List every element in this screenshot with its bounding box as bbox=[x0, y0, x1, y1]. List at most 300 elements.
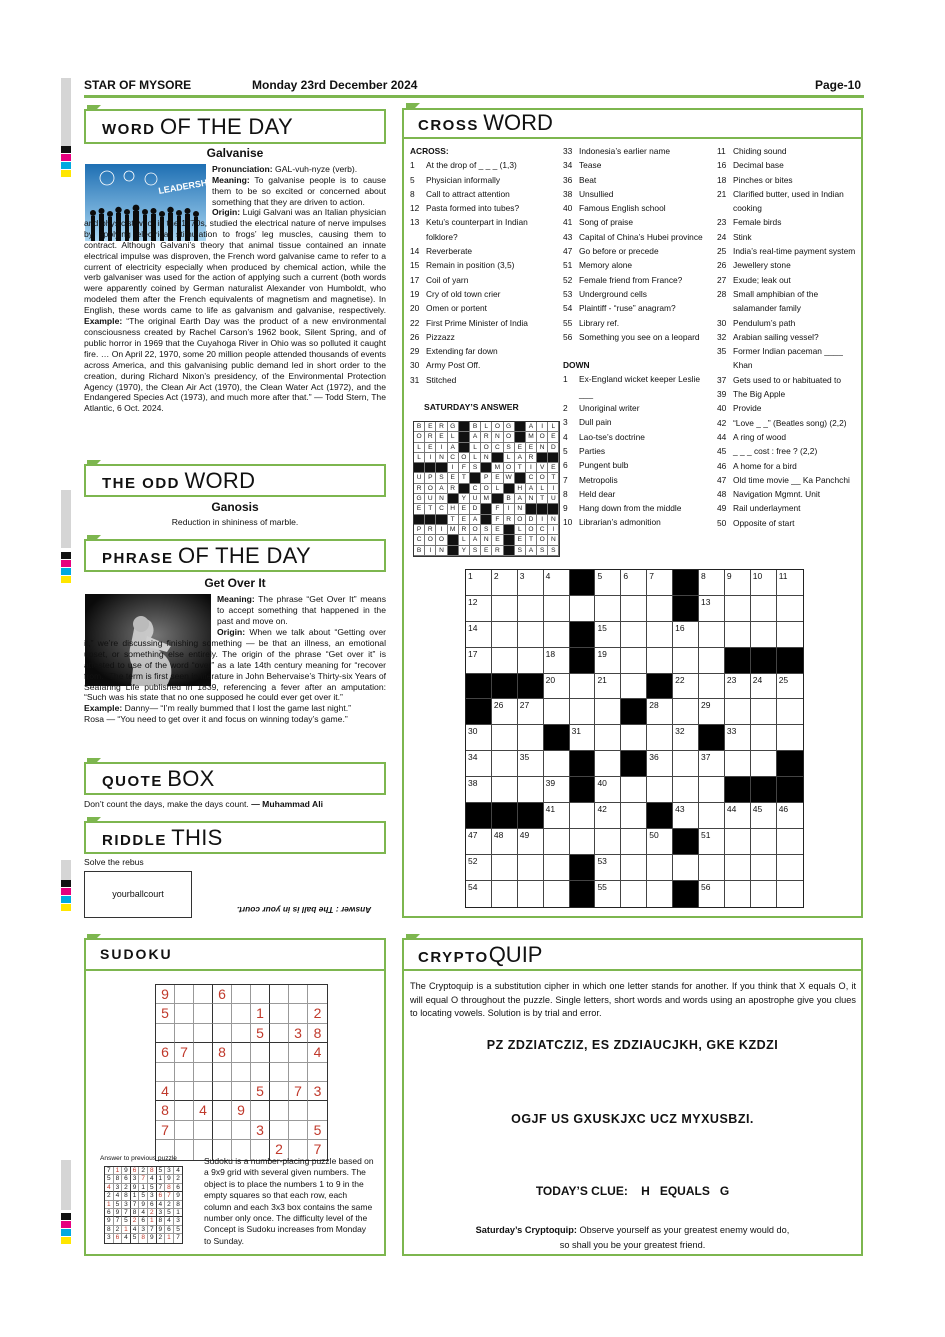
crossword-cell[interactable] bbox=[492, 829, 518, 855]
sudoku-cell[interactable] bbox=[194, 1082, 213, 1101]
crossword-cell[interactable] bbox=[699, 699, 725, 725]
cell-number: 32 bbox=[675, 726, 685, 737]
sudoku-cell[interactable] bbox=[289, 1101, 308, 1120]
sudoku-row bbox=[105, 1226, 182, 1234]
clue-number: 21 bbox=[717, 188, 727, 199]
crossword-cell[interactable] bbox=[725, 803, 751, 829]
sudoku-cell[interactable] bbox=[194, 1043, 213, 1062]
crossword-cell[interactable] bbox=[570, 725, 596, 751]
crossword-cell[interactable] bbox=[595, 699, 621, 725]
cell-number: 8 bbox=[701, 571, 706, 581]
clue-text: Rail underlayment bbox=[733, 503, 801, 514]
clue-number: 37 bbox=[717, 374, 727, 385]
crossword-cell[interactable] bbox=[595, 648, 621, 674]
color-swatch bbox=[61, 888, 71, 895]
crossword-cell[interactable] bbox=[466, 855, 492, 881]
crossword-cell[interactable] bbox=[466, 829, 492, 855]
crossword-cell[interactable] bbox=[647, 596, 673, 622]
answer-cell: S bbox=[470, 463, 481, 473]
crossword-cell[interactable] bbox=[570, 674, 596, 700]
sudoku-cell[interactable] bbox=[213, 1004, 232, 1023]
clue bbox=[410, 373, 560, 387]
crossword-cell[interactable] bbox=[725, 881, 751, 907]
crossword-cell[interactable] bbox=[595, 777, 621, 803]
spacer bbox=[563, 344, 713, 358]
crossword-cell[interactable] bbox=[621, 803, 647, 829]
clue-text: Metropolis bbox=[579, 474, 618, 485]
title-small: QUOTE bbox=[102, 773, 163, 790]
title-big: THIS bbox=[171, 825, 223, 850]
crossword-cell[interactable] bbox=[544, 596, 570, 622]
crossword-cell[interactable] bbox=[673, 674, 699, 700]
sudoku-cell[interactable] bbox=[308, 1063, 327, 1082]
answer-cell: M bbox=[526, 432, 537, 442]
sudoku-cell[interactable] bbox=[175, 985, 194, 1004]
crossword-cell[interactable] bbox=[518, 829, 544, 855]
clue-number: 50 bbox=[717, 517, 727, 528]
sudoku-cell[interactable] bbox=[194, 1121, 213, 1140]
crossword-cell[interactable] bbox=[725, 725, 751, 751]
crossword-cell[interactable] bbox=[544, 803, 570, 829]
sudoku-cell[interactable] bbox=[194, 1004, 213, 1023]
rebus-box: yourballcourt bbox=[84, 871, 192, 918]
clue-heading: ACROSS: bbox=[410, 146, 449, 156]
clue bbox=[410, 201, 560, 215]
sudoku-cell: 9 bbox=[156, 985, 175, 1004]
cell-number: 15 bbox=[597, 622, 607, 633]
crossword-cell[interactable] bbox=[673, 855, 699, 881]
sudoku-cell[interactable] bbox=[194, 985, 213, 1004]
sudoku-cell: 2 bbox=[157, 1234, 166, 1242]
title-small: WORD bbox=[102, 121, 156, 138]
crossword-cell[interactable] bbox=[751, 570, 777, 596]
clue-text: Army Post Off. bbox=[426, 360, 481, 371]
crossword-cell[interactable] bbox=[595, 751, 621, 777]
crossword-cell[interactable] bbox=[673, 777, 699, 803]
clue-number: 39 bbox=[717, 389, 727, 400]
crossword-cell[interactable] bbox=[777, 855, 803, 881]
crossword-cell[interactable] bbox=[751, 622, 777, 648]
crossword-cell[interactable] bbox=[544, 855, 570, 881]
crossword-cell[interactable] bbox=[699, 648, 725, 674]
crossword-cell[interactable] bbox=[570, 699, 596, 725]
crossword-cell[interactable] bbox=[699, 803, 725, 829]
crossword-row bbox=[466, 596, 803, 622]
crossword-cell[interactable] bbox=[647, 751, 673, 777]
crossword-cell[interactable] bbox=[647, 829, 673, 855]
pronunciation: GAL-vuh-nyze (verb). bbox=[272, 164, 358, 174]
crossword-cell[interactable] bbox=[725, 674, 751, 700]
crossword-cell[interactable] bbox=[647, 725, 673, 751]
crossword-cell[interactable] bbox=[544, 777, 570, 803]
crossword-cell[interactable] bbox=[595, 855, 621, 881]
sudoku-cell[interactable] bbox=[232, 1063, 251, 1082]
answer-cell: T bbox=[548, 473, 559, 483]
crossword-cell[interactable] bbox=[621, 829, 647, 855]
crossword-cell[interactable] bbox=[751, 881, 777, 907]
crossword-cell[interactable] bbox=[518, 596, 544, 622]
crossword-cell[interactable] bbox=[777, 725, 803, 751]
cell-number: 26 bbox=[493, 700, 504, 711]
crossword-cell bbox=[570, 751, 596, 777]
crossword-cell[interactable] bbox=[647, 881, 673, 907]
clue bbox=[717, 330, 859, 344]
crossword-cell[interactable] bbox=[466, 751, 492, 777]
sudoku-cell[interactable] bbox=[175, 1082, 194, 1101]
color-swatch bbox=[61, 1221, 71, 1228]
crossword-cell[interactable] bbox=[751, 596, 777, 622]
crossword-cell[interactable] bbox=[466, 777, 492, 803]
crossword-cell[interactable] bbox=[466, 570, 492, 596]
crossword-cell[interactable] bbox=[621, 725, 647, 751]
crossword-cell[interactable] bbox=[777, 570, 803, 596]
sudoku-cell[interactable] bbox=[251, 1063, 270, 1082]
crossword-cell[interactable] bbox=[673, 803, 699, 829]
clue-number: 52 bbox=[563, 274, 573, 285]
crossword-cell[interactable] bbox=[518, 777, 544, 803]
sudoku-cell: 5 bbox=[156, 1004, 175, 1023]
crossword-cell[interactable] bbox=[751, 674, 777, 700]
crossword-cell[interactable] bbox=[544, 829, 570, 855]
crossword-cell[interactable] bbox=[725, 622, 751, 648]
crossword-cell[interactable] bbox=[725, 570, 751, 596]
crossword-cell[interactable] bbox=[673, 622, 699, 648]
crossword-cell[interactable] bbox=[777, 803, 803, 829]
crossword-cell[interactable] bbox=[751, 725, 777, 751]
crossword-cell[interactable] bbox=[777, 622, 803, 648]
answer-cell bbox=[459, 484, 470, 494]
sudoku-cell[interactable] bbox=[251, 1101, 270, 1120]
clue bbox=[563, 473, 713, 487]
answer-cell: N bbox=[481, 535, 492, 545]
crossword-cell[interactable] bbox=[570, 803, 596, 829]
crossword-cell[interactable] bbox=[466, 596, 492, 622]
clue-number: 32 bbox=[717, 331, 727, 342]
clue-number: 13 bbox=[410, 217, 420, 228]
sudoku-cell[interactable] bbox=[308, 1101, 327, 1120]
sudoku-cell[interactable] bbox=[289, 1043, 308, 1062]
sudoku-cell[interactable] bbox=[194, 1024, 213, 1043]
crossword-cell[interactable] bbox=[518, 751, 544, 777]
crossword-cell[interactable] bbox=[492, 881, 518, 907]
sudoku-cell[interactable] bbox=[175, 1101, 194, 1120]
sudoku-cell[interactable] bbox=[213, 1082, 232, 1101]
clue bbox=[563, 244, 713, 258]
label: Saturday’s Cryptoquip: bbox=[475, 1225, 577, 1235]
crossword-cell[interactable] bbox=[621, 622, 647, 648]
answer-cell: O bbox=[515, 515, 526, 525]
sudoku-cell[interactable] bbox=[232, 985, 251, 1004]
answer-cell: L bbox=[470, 443, 481, 453]
clue-number: 45 bbox=[717, 446, 727, 457]
answer-cell: T bbox=[448, 515, 459, 525]
clue-text: Pinches or bites bbox=[733, 174, 793, 185]
crossword-cell[interactable] bbox=[544, 570, 570, 596]
sudoku-cell[interactable] bbox=[270, 985, 289, 1004]
crossword-row bbox=[466, 622, 803, 648]
crossword-cell[interactable] bbox=[699, 622, 725, 648]
crossword-cell[interactable] bbox=[673, 725, 699, 751]
crossword-cell[interactable] bbox=[777, 596, 803, 622]
crossword-cell[interactable] bbox=[492, 622, 518, 648]
crossword-cell[interactable] bbox=[751, 803, 777, 829]
clue-number: 12 bbox=[410, 203, 420, 214]
sudoku-cell[interactable] bbox=[308, 985, 327, 1004]
clue bbox=[410, 330, 560, 344]
sudoku-cell: 1 bbox=[131, 1192, 140, 1200]
clue-number: 6 bbox=[563, 460, 568, 471]
crossword-cell[interactable] bbox=[725, 829, 751, 855]
crossword-cell[interactable] bbox=[570, 596, 596, 622]
crossword-cell[interactable] bbox=[673, 648, 699, 674]
crossword-cell[interactable] bbox=[751, 855, 777, 881]
answer-cell: W bbox=[504, 473, 515, 483]
clue-number: 3 bbox=[563, 417, 568, 428]
sudoku-cell[interactable] bbox=[289, 1063, 308, 1082]
sudoku-cell[interactable] bbox=[289, 1004, 308, 1023]
crossword-cell[interactable] bbox=[699, 674, 725, 700]
crossword-cell[interactable] bbox=[570, 829, 596, 855]
crossword-cell[interactable] bbox=[647, 622, 673, 648]
clue-text: A home for a bird bbox=[733, 460, 797, 471]
sudoku-cell: 2 bbox=[308, 1004, 327, 1023]
crossword-cell[interactable] bbox=[595, 829, 621, 855]
sudoku-cell[interactable] bbox=[232, 1121, 251, 1140]
crossword-grid[interactable] bbox=[465, 569, 804, 908]
sudoku-cell[interactable] bbox=[251, 985, 270, 1004]
answer-cell: R bbox=[448, 484, 459, 494]
sudoku-cell: 9 bbox=[122, 1167, 131, 1175]
sudoku-cell: 7 bbox=[105, 1167, 114, 1175]
answer-cell: E bbox=[548, 432, 559, 442]
crossword-cell[interactable] bbox=[699, 881, 725, 907]
title-big: BOX bbox=[167, 766, 215, 791]
sudoku-row bbox=[156, 1043, 327, 1062]
crossword-cell bbox=[492, 674, 518, 700]
sudoku-cell[interactable] bbox=[232, 1024, 251, 1043]
sudoku-cell[interactable] bbox=[175, 1004, 194, 1023]
sudoku-cell[interactable] bbox=[213, 1101, 232, 1120]
sudoku-cell[interactable] bbox=[270, 1024, 289, 1043]
clue-text: Cry of old town crier bbox=[426, 288, 501, 299]
clue-text: Small amphibian of the salamander family bbox=[733, 288, 819, 314]
sudoku-cell[interactable] bbox=[232, 1043, 251, 1062]
crossword-cell[interactable] bbox=[466, 725, 492, 751]
crossword-cell[interactable] bbox=[647, 855, 673, 881]
sudoku-cell[interactable] bbox=[270, 1063, 289, 1082]
crossword-cell[interactable] bbox=[725, 596, 751, 622]
sudoku-cell[interactable] bbox=[175, 1063, 194, 1082]
crossword-cell[interactable] bbox=[544, 674, 570, 700]
clue-text: Old time movie __ Ka Panchchi bbox=[733, 474, 850, 485]
crossword-cell bbox=[570, 855, 596, 881]
sudoku-cell[interactable] bbox=[194, 1063, 213, 1082]
word-headline: Galvanise bbox=[206, 146, 264, 160]
crossword-cell[interactable] bbox=[544, 751, 570, 777]
answer-cell: O bbox=[414, 432, 425, 442]
crossword-cell[interactable] bbox=[492, 725, 518, 751]
sudoku-cell[interactable] bbox=[175, 1024, 194, 1043]
crossword-cell[interactable] bbox=[751, 699, 777, 725]
crossword-cell[interactable] bbox=[518, 622, 544, 648]
sudoku-cell[interactable] bbox=[289, 985, 308, 1004]
clue-text: Call to attract attention bbox=[426, 188, 510, 199]
clue-text: Female friend from France? bbox=[579, 274, 683, 285]
sudoku-cell[interactable] bbox=[270, 1043, 289, 1062]
sudoku-cell: 1 bbox=[157, 1175, 166, 1183]
sudoku-row bbox=[105, 1167, 182, 1175]
example-reply: Rosa — “You need to get over it and focus on winning today’s game.” bbox=[84, 714, 348, 725]
crossword-cell[interactable] bbox=[492, 596, 518, 622]
cell-number: 54 bbox=[468, 881, 478, 892]
sudoku-cell[interactable] bbox=[213, 1121, 232, 1140]
answer-cell: F bbox=[492, 515, 503, 525]
answer-cell: A bbox=[470, 432, 481, 442]
sudoku-cell: 9 bbox=[165, 1175, 174, 1183]
crossword-cell[interactable] bbox=[544, 622, 570, 648]
crossword-cell[interactable] bbox=[621, 855, 647, 881]
crossword-cell[interactable] bbox=[751, 829, 777, 855]
sudoku-cell: 5 bbox=[105, 1175, 114, 1183]
crossword-cell[interactable] bbox=[621, 570, 647, 596]
sudoku-cell[interactable] bbox=[251, 1043, 270, 1062]
clue bbox=[410, 344, 560, 358]
sudoku-grid[interactable] bbox=[155, 984, 328, 1161]
crossword-cell[interactable] bbox=[492, 648, 518, 674]
crossword-cell[interactable] bbox=[595, 803, 621, 829]
crossword-cell[interactable] bbox=[699, 777, 725, 803]
crossword-cell[interactable] bbox=[595, 596, 621, 622]
answer-cell: C bbox=[448, 453, 459, 463]
crossword-cell[interactable] bbox=[595, 570, 621, 596]
clue-text: Navigation Mgmnt. Unit bbox=[733, 489, 821, 500]
clue-number: 51 bbox=[563, 260, 573, 271]
cell-number: 43 bbox=[675, 804, 685, 815]
crossword-cell[interactable] bbox=[699, 829, 725, 855]
crossword-cell[interactable] bbox=[518, 570, 544, 596]
crossword-cell[interactable] bbox=[777, 881, 803, 907]
crossword-cell[interactable] bbox=[699, 596, 725, 622]
answer-cell: N bbox=[515, 504, 526, 514]
crossword-cell[interactable] bbox=[492, 699, 518, 725]
sudoku-cell[interactable] bbox=[289, 1121, 308, 1140]
sudoku-cell[interactable] bbox=[232, 1082, 251, 1101]
crossword-cell[interactable] bbox=[595, 725, 621, 751]
crossword-cell[interactable] bbox=[621, 648, 647, 674]
crossword-cell[interactable] bbox=[492, 751, 518, 777]
sudoku-cell[interactable] bbox=[175, 1121, 194, 1140]
sudoku-cell[interactable] bbox=[270, 1082, 289, 1101]
sudoku-cell: 6 bbox=[131, 1167, 140, 1175]
crossword-cell[interactable] bbox=[725, 751, 751, 777]
crossword-cell[interactable] bbox=[492, 570, 518, 596]
crossword-cell[interactable] bbox=[699, 570, 725, 596]
clue-text: Provide bbox=[733, 403, 762, 414]
cell-number: 10 bbox=[752, 571, 763, 581]
sudoku-cell[interactable] bbox=[270, 1004, 289, 1023]
cell-number: 16 bbox=[675, 622, 685, 633]
crossword-cell[interactable] bbox=[777, 699, 803, 725]
crossword-cell[interactable] bbox=[751, 751, 777, 777]
crossword-cell[interactable] bbox=[595, 674, 621, 700]
sudoku-cell[interactable] bbox=[232, 1004, 251, 1023]
answer-cell: P bbox=[425, 473, 436, 483]
clue bbox=[563, 487, 713, 501]
clue-number: 8 bbox=[563, 488, 568, 499]
sudoku-cell: 6 bbox=[157, 1192, 166, 1200]
crossword-cell[interactable] bbox=[777, 829, 803, 855]
crossword-cell[interactable] bbox=[647, 777, 673, 803]
crossword-cell[interactable] bbox=[518, 855, 544, 881]
crossword-cell bbox=[751, 648, 777, 674]
crossword-cell[interactable] bbox=[492, 855, 518, 881]
crossword-cell[interactable] bbox=[699, 855, 725, 881]
crossword-cell[interactable] bbox=[647, 648, 673, 674]
crossword-cell[interactable] bbox=[518, 699, 544, 725]
crossword-cell[interactable] bbox=[466, 881, 492, 907]
crossword-cell[interactable] bbox=[492, 777, 518, 803]
crossword-cell[interactable] bbox=[621, 596, 647, 622]
crossword-cell[interactable] bbox=[673, 751, 699, 777]
sudoku-cell: 9 bbox=[105, 1217, 114, 1225]
sudoku-cell[interactable] bbox=[213, 1024, 232, 1043]
sudoku-cell: 1 bbox=[148, 1217, 157, 1225]
sudoku-row bbox=[105, 1234, 182, 1242]
sudoku-cell[interactable] bbox=[156, 1063, 175, 1082]
clue bbox=[563, 187, 713, 201]
answer-cell: E bbox=[526, 443, 537, 453]
crossword-cell[interactable] bbox=[518, 881, 544, 907]
crossword-cell[interactable] bbox=[725, 699, 751, 725]
crossword-cell[interactable] bbox=[466, 622, 492, 648]
clue-label: TODAY’S CLUE: bbox=[535, 1184, 628, 1198]
crossword-cell[interactable] bbox=[673, 699, 699, 725]
crossword-cell[interactable] bbox=[466, 648, 492, 674]
crossword-row bbox=[466, 699, 803, 725]
crossword-cell[interactable] bbox=[544, 699, 570, 725]
answer-cell: V bbox=[537, 463, 548, 473]
crossword-cell[interactable] bbox=[595, 622, 621, 648]
crossword-cell[interactable] bbox=[518, 725, 544, 751]
answer-cell bbox=[504, 535, 515, 545]
sudoku-cell[interactable] bbox=[270, 1121, 289, 1140]
crossword-cell[interactable] bbox=[777, 674, 803, 700]
crossword-cell[interactable] bbox=[544, 648, 570, 674]
sudoku-cell[interactable] bbox=[213, 1063, 232, 1082]
crossword-cell[interactable] bbox=[621, 881, 647, 907]
crossword-cell[interactable] bbox=[699, 751, 725, 777]
clue bbox=[563, 258, 713, 272]
crossword-cell[interactable] bbox=[621, 777, 647, 803]
clue-number: 14 bbox=[410, 246, 420, 257]
answer-cell: E bbox=[548, 463, 559, 473]
sudoku-cell: 2 bbox=[148, 1209, 157, 1217]
crossword-cell[interactable] bbox=[725, 855, 751, 881]
sudoku-cell[interactable] bbox=[156, 1024, 175, 1043]
clue-text: Extending far down bbox=[426, 346, 498, 357]
crossword-cell[interactable] bbox=[647, 699, 673, 725]
clue-heading: DOWN bbox=[563, 360, 590, 371]
crossword-cell[interactable] bbox=[518, 648, 544, 674]
crossword-cell[interactable] bbox=[647, 570, 673, 596]
sudoku-cell: 7 bbox=[139, 1175, 148, 1183]
crossword-cell[interactable] bbox=[621, 674, 647, 700]
crossword-cell[interactable] bbox=[595, 881, 621, 907]
crossword-cell[interactable] bbox=[544, 881, 570, 907]
sudoku-cell[interactable] bbox=[270, 1101, 289, 1120]
sudoku-cell[interactable] bbox=[175, 1140, 194, 1159]
sudoku-cell: 8 bbox=[156, 1101, 175, 1120]
